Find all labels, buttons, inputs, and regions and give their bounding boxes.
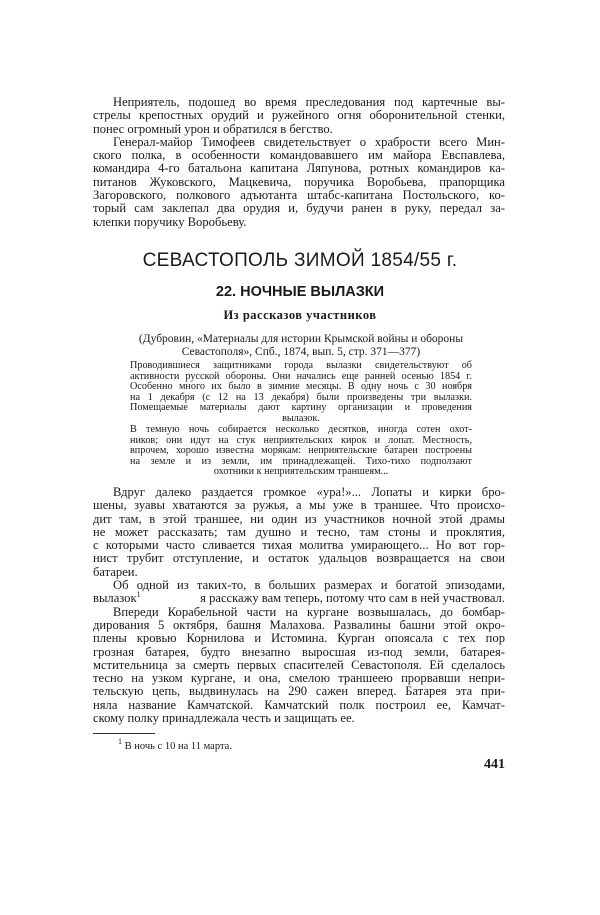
- text-line: на 1 декабря (с 12 на 13 декабря) были произведены три вылазки.: [130, 391, 472, 403]
- text-line: с которыми часто сливается тихая молитва умирающего... Но вот гор-: [93, 538, 505, 553]
- text-line: (Дубровин, «Материалы для истории Крымской войны и обороны: [138, 333, 464, 345]
- text-fragment: я расскажу вам теперь, потому что сам в ней участвовал.: [200, 591, 505, 606]
- text-line: на земле и из земли, им принадлежащей. Тихо-тихо подползают: [130, 455, 472, 467]
- footnote-mark: 1: [118, 737, 122, 746]
- text-line: не может рассказать; там душно и тесно, там стоны и проклятия,: [93, 524, 505, 539]
- summary-text-2: [130, 425, 472, 478]
- text-line: Впереди Корабельной части на кургане возвышалась, до бомбар-: [113, 604, 505, 619]
- text-line: стрелы крепостных орудий и ружейного огня оборонительной стенки,: [93, 108, 505, 123]
- text-line: мстительница за смерть первых спасителей Севастополя. Ей сделалось: [93, 657, 505, 672]
- text-fragment: вылазок: [93, 591, 137, 606]
- text-line: батареи.: [93, 564, 138, 579]
- text-line: няла название Камчатской. Камчатский полк построил ее, Камчат-: [93, 697, 505, 712]
- source-citation: [130, 333, 472, 359]
- text-line: вылазок.: [282, 412, 320, 424]
- text-line: тесно на узком кургане, и она, смелою траншеею прорвавши непри-: [93, 671, 505, 686]
- summary-text: [130, 361, 472, 425]
- footnote: [118, 737, 232, 752]
- text-line: грозная батарея, будто внезапно выросшая из-под земли, батарея-: [93, 644, 505, 659]
- text-line: торый сам заклепал два орудия и, будучи ранен в руку, передал за-: [93, 201, 505, 216]
- footnote-divider: [93, 733, 155, 734]
- text-line: ников; они идут на стук неприятельских кирок и лопат. Местность,: [130, 434, 472, 446]
- text-line: тельскую цепь, выдвинулась на 290 сажен вперед. Батарея эта при-: [93, 684, 505, 699]
- text-line: Вдруг далеко раздается громкое «ура!»... Лопаты и кирки бро-: [113, 485, 505, 499]
- text-line: Помещаемые материалы дают картину организации и проведения: [130, 402, 472, 414]
- text-line: понес огромный урон и обратился в бегство.: [93, 121, 333, 136]
- text-line: шены, зуавы хватаются за ружья, а мы уже в траншее. Что происхо-: [93, 498, 505, 513]
- footnote-text: В ночь с 10 на 11 марта.: [124, 741, 232, 752]
- text-line: Особенно много их было в зимние месяцы. В одну ночь с 30 ноября: [130, 381, 472, 393]
- text-line: впрочем, хорошо известна морякам: неприятельские батареи построены: [130, 445, 472, 457]
- text-line: В темную ночь собирается несколько десятков, иногда сотен охот-: [130, 424, 472, 435]
- section-title: СЕВАСТОПОЛЬ ЗИМОЙ 1854/55 г.: [142, 250, 458, 271]
- text-line: активности русской обороны. Они начались еще ранней осенью 1854 г.: [130, 370, 472, 382]
- text-line: [93, 592, 505, 605]
- text-line: Неприятель, подошед во время преследования под картечные вы-: [113, 95, 505, 109]
- subtitle: Из рассказов участников: [223, 308, 377, 322]
- text-line: Проводившиеся защитниками города вылазки свидетельствуют об: [130, 360, 472, 371]
- top-text: [93, 96, 505, 229]
- text-line: плены кровью Корнилова и Истомина. Курган опоясала с тех пор: [93, 631, 505, 646]
- text-line: дит там, в этой траншее, ни один из участников ночной этой драмы: [93, 511, 505, 526]
- text-line: Генерал-майор Тимофеев свидетельствует о храбрости всего Мин-: [113, 134, 505, 149]
- text-line: ского полка, в особенности командовавшего им майора Евспавлева,: [93, 148, 505, 163]
- main-text: [93, 486, 505, 725]
- text-line: скому полку принадлежала честь и защищать ее.: [93, 711, 355, 726]
- text-line: командира 4-го батальона капитана Ляпунова, ротных командиров ка-: [93, 161, 505, 176]
- text-line: клепки поручику Воробьеву.: [93, 214, 247, 229]
- text-line: дирования 5 октября, башня Малахова. Развалины башни этой окро-: [93, 617, 505, 632]
- text-line: нист трубит отступление, и остаток удальцов возвращается на свои: [93, 551, 505, 566]
- page-number: 441: [484, 757, 505, 772]
- text-line: питанов Жуковского, Мацкевича, поручика Воробьева, прапорщика: [93, 174, 505, 189]
- text-line: Севастополя», Спб., 1874, вып. 5, стр. 371—377): [181, 346, 421, 358]
- text-line: Загоровского, полкового адъютанта штабс-капитана Постольского, ко-: [93, 188, 505, 203]
- text-line: Об одной из таких-то, в больших размерах и богатой эпизодами,: [113, 578, 505, 593]
- chapter-title: 22. НОЧНЫЕ ВЫЛАЗКИ: [215, 284, 385, 300]
- text-line: охотники к неприятельским траншеям...: [213, 466, 389, 478]
- footnote-ref: 1: [136, 590, 141, 600]
